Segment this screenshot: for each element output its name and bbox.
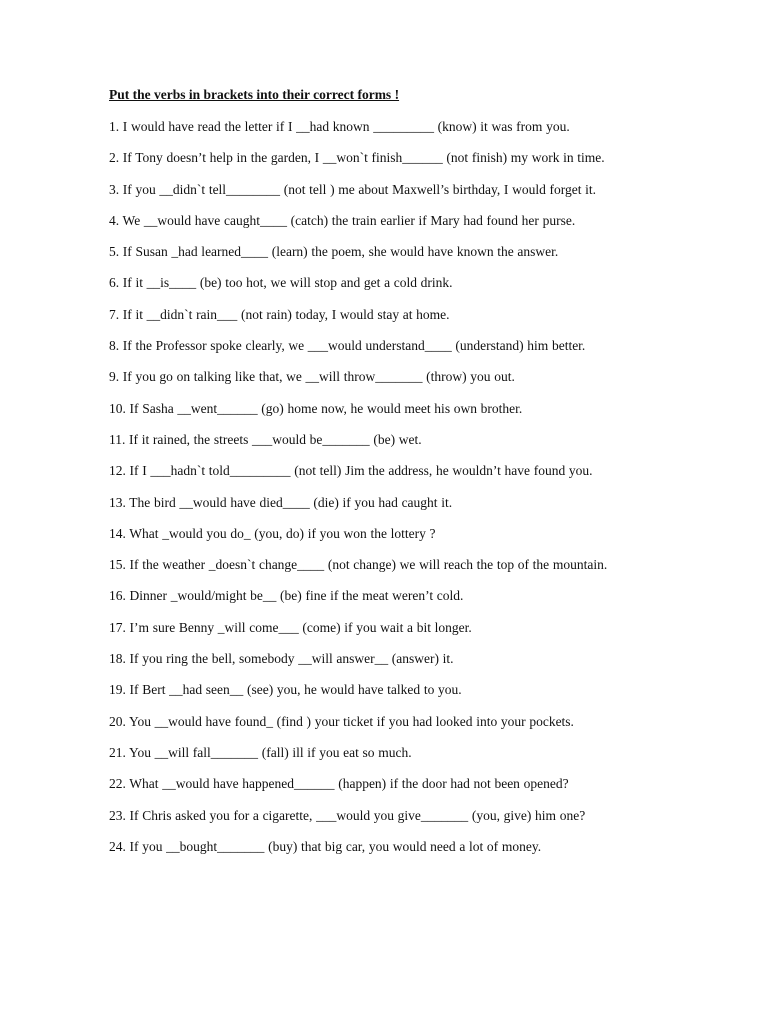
exercise-item-13: 13. The bird __would have died____ (die) if you had caught it. [109, 494, 453, 510]
exercise-item-2: 2. If Tony doesn’t help in the garden, I __won`t finish______ (not finish) my work in time. [109, 150, 605, 166]
exercise-item-12: 12. If I ___hadn`t told_________ (not tell) Jim the address, he wouldn’t have found you. [109, 463, 593, 479]
exercise-item-22: 22. What __would have happened______ (happen) if the door had not been opened? [109, 776, 569, 792]
worksheet-page [109, 86, 657, 868]
exercise-item-19: 19. If Bert __had seen__ (see) you, he would have talked to you. [109, 682, 462, 698]
exercise-item-8: 8. If the Professor spoke clearly, we ___would understand____ (understand) him better. [109, 338, 586, 354]
exercise-item-23: 23. If Chris asked you for a cigarette, ___would you give_______ (you, give) him one? [109, 807, 586, 823]
worksheet-title: Put the verbs in brackets into their correct forms ! [109, 87, 400, 102]
exercise-item-7: 7. If it __didn`t rain___ (not rain) today, I would stay at home. [109, 306, 450, 322]
exercise-item-21: 21. You __will fall_______ (fall) ill if you eat so much. [109, 744, 412, 760]
exercise-item-16: 16. Dinner _would/might be__ (be) fine if the meat weren’t cold. [109, 588, 464, 604]
exercise-item-6: 6. If it __is____ (be) too hot, we will stop and get a cold drink. [109, 275, 453, 291]
exercise-item-20: 20. You __would have found_ (find ) your ticket if you had looked into your pockets. [109, 713, 574, 729]
exercise-item-4: 4. We __would have caught____ (catch) the train earlier if Mary had found her purse. [109, 212, 576, 228]
exercise-item-24: 24. If you __bought_______ (buy) that big car, you would need a lot of money. [109, 838, 542, 854]
exercise-item-14: 14. What _would you do_ (you, do) if you won the lottery ? [109, 525, 436, 541]
exercise-item-17: 17. I’m sure Benny _will come___ (come) if you wait a bit longer. [109, 619, 472, 635]
exercise-item-5: 5. If Susan _had learned____ (learn) the poem, she would have known the answer. [109, 244, 559, 260]
exercise-item-10: 10. If Sasha __went______ (go) home now, he would meet his own brother. [109, 400, 523, 416]
exercise-item-15: 15. If the weather _doesn`t change____ (not change) we will reach the top of the mountain. [109, 557, 608, 573]
exercise-item-1: 1. I would have read the letter if I __had known _________ (know) it was from you. [109, 119, 570, 134]
exercise-item-11: 11. If it rained, the streets ___would be_______ (be) wet. [109, 431, 422, 447]
exercise-item-18: 18. If you ring the bell, somebody __will answer__ (answer) it. [109, 651, 454, 667]
exercise-list [109, 117, 657, 857]
exercise-item-9: 9. If you go on talking like that, we __will throw_______ (throw) you out. [109, 369, 515, 385]
exercise-item-3: 3. If you __didn`t tell________ (not tell ) me about Maxwell’s birthday, I would forget it. [109, 181, 597, 197]
